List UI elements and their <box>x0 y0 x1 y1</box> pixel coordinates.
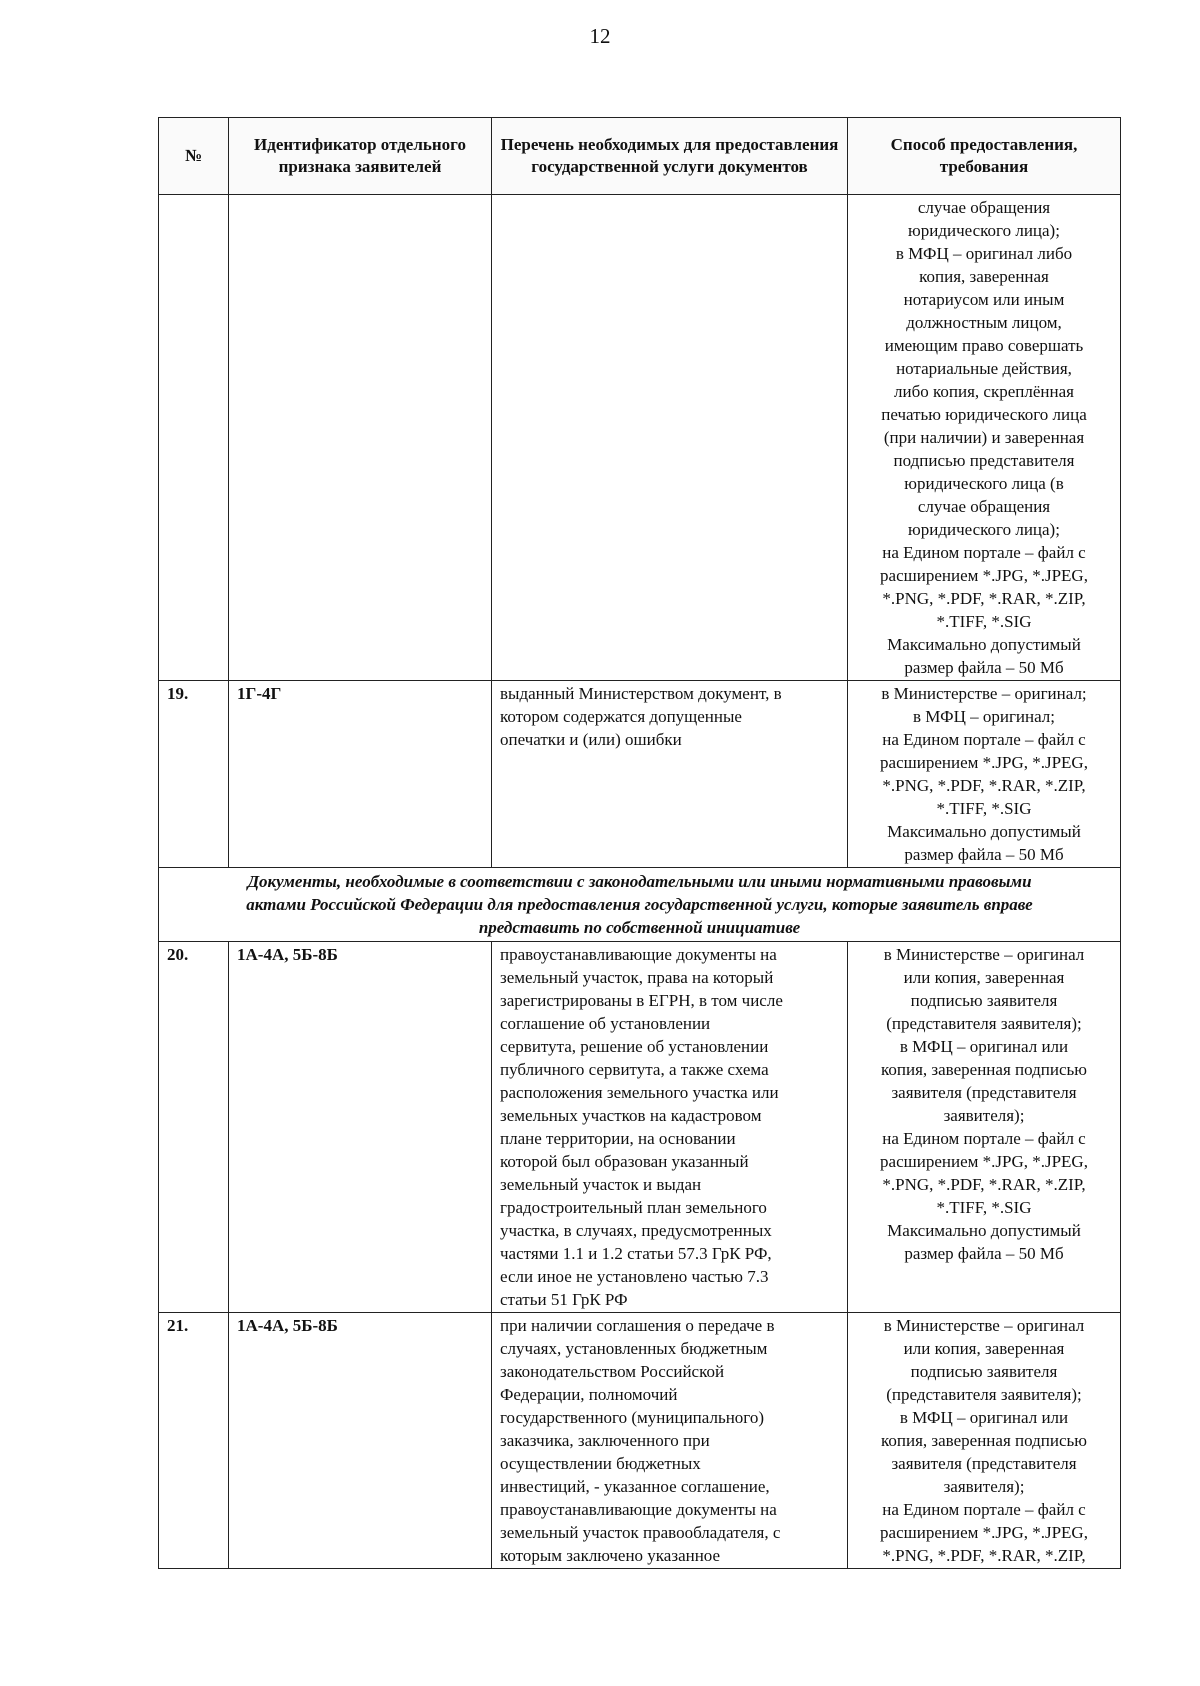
text-line: юридического лица); <box>908 221 1060 240</box>
text-line: копия, заверенная подписью <box>881 1431 1087 1450</box>
text-line: правоустанавливающие документы на <box>500 945 777 964</box>
text-line: *.PNG, *.PDF, *.RAR, *.ZIP, <box>882 1546 1086 1565</box>
header-number: № <box>159 118 229 195</box>
text-line: в Министерстве – оригинал <box>883 1316 1085 1335</box>
text-line: размер файла – 50 Мб <box>904 1244 1064 1263</box>
text-line: подписью заявителя <box>910 1362 1058 1381</box>
text-line: (представителя заявителя); <box>886 1014 1082 1033</box>
text-line: *.TIFF, *.SIG <box>936 612 1032 631</box>
row-identifier-cell: 1А-4А, 5Б-8Б <box>229 1313 492 1569</box>
text-line: расширением *.JPG, *.JPEG, <box>880 753 1088 772</box>
row-number-cell: 19. <box>159 681 229 868</box>
text-line: *.PNG, *.PDF, *.RAR, *.ZIP, <box>882 776 1086 795</box>
text-line: на Едином портале – файл с <box>882 543 1086 562</box>
table-row <box>159 681 1121 868</box>
text-line: которым заключено указанное <box>500 1546 721 1565</box>
text-line: *.PNG, *.PDF, *.RAR, *.ZIP, <box>882 1175 1086 1194</box>
text-line: юридического лица (в <box>904 474 1064 493</box>
text-line: Документы, необходимые в соответствии с законодательными или иными нормативными правовыми <box>247 872 1032 891</box>
text-line: земельный участок правообладателя, с <box>500 1523 781 1542</box>
row-documents-cell <box>492 195 848 681</box>
text-line: градостроительный план земельного <box>500 1198 767 1217</box>
text-line: *.TIFF, *.SIG <box>936 799 1032 818</box>
text-line: расширением *.JPG, *.JPEG, <box>880 1523 1088 1542</box>
table-row <box>159 942 1121 1313</box>
text-line: Максимально допустимый <box>887 1221 1081 1240</box>
text-line: государственного (муниципального) <box>500 1408 765 1427</box>
text-line: в МФЦ – оригинал либо <box>895 244 1073 263</box>
header-documents: Перечень необходимых для предоставления государственной услуги документов <box>492 118 848 195</box>
text-line: (при наличии) и заверенная <box>883 428 1085 447</box>
text-line: плане территории, на основании <box>500 1129 736 1148</box>
text-line: если иное не установлено частью 7.3 <box>500 1267 769 1286</box>
text-line: подписью заявителя <box>910 991 1058 1010</box>
text-line: правоустанавливающие документы на <box>500 1500 777 1519</box>
text-line: публичного сервитута, а также схема <box>500 1060 769 1079</box>
row-requirements-cell <box>848 195 1121 681</box>
text-line: *.TIFF, *.SIG <box>936 1198 1032 1217</box>
text-line: (представителя заявителя); <box>886 1385 1082 1404</box>
text-line: на Едином портале – файл с <box>882 1500 1086 1519</box>
row-number-cell: 21. <box>159 1313 229 1569</box>
row-documents-cell <box>492 1313 848 1569</box>
table-header-row <box>159 118 1121 195</box>
row-documents-cell <box>492 681 848 868</box>
text-line: земельный участок и выдан <box>500 1175 702 1194</box>
row-requirements-cell <box>848 1313 1121 1569</box>
row-requirements-cell <box>848 942 1121 1313</box>
text-line: Максимально допустимый <box>887 635 1081 654</box>
text-line: при наличии соглашения о передаче в <box>500 1316 775 1335</box>
text-line: статьи 51 ГрК РФ <box>500 1290 628 1309</box>
text-line: частями 1.1 и 1.2 статьи 57.3 ГрК РФ, <box>500 1244 772 1263</box>
row-number-cell: 20. <box>159 942 229 1313</box>
text-line: законодательством Российской <box>500 1362 725 1381</box>
text-line: котором содержатся допущенные <box>500 707 742 726</box>
text-line: заказчика, заключенного при <box>500 1431 710 1450</box>
row-documents-cell <box>492 942 848 1313</box>
text-line: случае обращения <box>917 497 1051 516</box>
text-line: земельный участок, права на который <box>500 968 774 987</box>
text-line: зарегистрированы в ЕГРН, в том числе <box>500 991 783 1010</box>
text-line: Максимально допустимый <box>887 822 1081 841</box>
text-line: расширением *.JPG, *.JPEG, <box>880 566 1088 585</box>
text-line: нотариусом или иным <box>903 290 1065 309</box>
text-line: размер файла – 50 Мб <box>904 845 1064 864</box>
text-line: копия, заверенная подписью <box>881 1060 1087 1079</box>
text-line: случаях, установленных бюджетным <box>500 1339 768 1358</box>
text-line: или копия, заверенная <box>903 1339 1065 1358</box>
header-requirements: Способ предоставления, требования <box>848 118 1121 195</box>
row-identifier-cell <box>229 195 492 681</box>
text-line: актами Российской Федерации для предоставления государственной услуги, которые заявитель вправе <box>246 895 1033 914</box>
text-line: заявителя (представителя <box>891 1083 1077 1102</box>
text-line: в МФЦ – оригинал или <box>899 1408 1069 1427</box>
text-line: выданный Министерством документ, в <box>500 684 782 703</box>
text-line: должностным лицом, <box>906 313 1062 332</box>
text-line: земельных участков на кадастровом <box>500 1106 762 1125</box>
text-line: расширением *.JPG, *.JPEG, <box>880 1152 1088 1171</box>
row-identifier-cell: 1Г-4Г <box>229 681 492 868</box>
text-line: в Министерстве – оригинал; <box>881 684 1087 703</box>
table-row <box>159 195 1121 681</box>
text-line: на Едином портале – файл с <box>882 730 1086 749</box>
row-number-cell <box>159 195 229 681</box>
text-line: или копия, заверенная <box>903 968 1065 987</box>
text-line: осуществлении бюджетных <box>500 1454 701 1473</box>
table-row <box>159 1313 1121 1569</box>
text-line: Федерации, полномочий <box>500 1385 678 1404</box>
row-requirements-cell <box>848 681 1121 868</box>
text-line: соглашение об установлении <box>500 1014 711 1033</box>
section-heading-row <box>159 868 1121 942</box>
text-line: *.PNG, *.PDF, *.RAR, *.ZIP, <box>882 589 1086 608</box>
text-line: которой был образован указанный <box>500 1152 749 1171</box>
text-line: имеющим право совершать <box>884 336 1084 355</box>
text-line: заявителя); <box>943 1106 1025 1125</box>
text-line: нотариальные действия, <box>896 359 1072 378</box>
text-line: в МФЦ – оригинал или <box>899 1037 1069 1056</box>
text-line: в Министерстве – оригинал <box>883 945 1085 964</box>
page-number: 12 <box>589 24 611 48</box>
text-line: заявителя (представителя <box>891 1454 1077 1473</box>
text-line: копия, заверенная <box>919 267 1049 286</box>
text-line: опечатки и (или) ошибки <box>500 730 682 749</box>
text-line: юридического лица); <box>908 520 1060 539</box>
header-identifier: Идентификатор отдельного признака заявителей <box>229 118 492 195</box>
row-identifier-cell: 1А-4А, 5Б-8Б <box>229 942 492 1313</box>
text-line: в МФЦ – оригинал; <box>912 707 1056 726</box>
text-line: заявителя); <box>943 1477 1025 1496</box>
text-line: либо копия, скреплённая <box>894 382 1074 401</box>
text-line: размер файла – 50 Мб <box>904 658 1064 677</box>
text-line: участка, в случаях, предусмотренных <box>500 1221 772 1240</box>
text-line: представить по собственной инициативе <box>478 918 801 937</box>
section-heading <box>159 868 1121 942</box>
text-line: случае обращения <box>917 198 1051 217</box>
text-line: сервитута, решение об установлении <box>500 1037 769 1056</box>
text-line: на Едином портале – файл с <box>882 1129 1086 1148</box>
text-line: расположения земельного участка или <box>500 1083 779 1102</box>
text-line: подписью представителя <box>893 451 1075 470</box>
text-line: печатью юридического лица <box>881 405 1087 424</box>
documents-table <box>158 117 1121 1569</box>
text-line: инвестиций, - указанное соглашение, <box>500 1477 770 1496</box>
